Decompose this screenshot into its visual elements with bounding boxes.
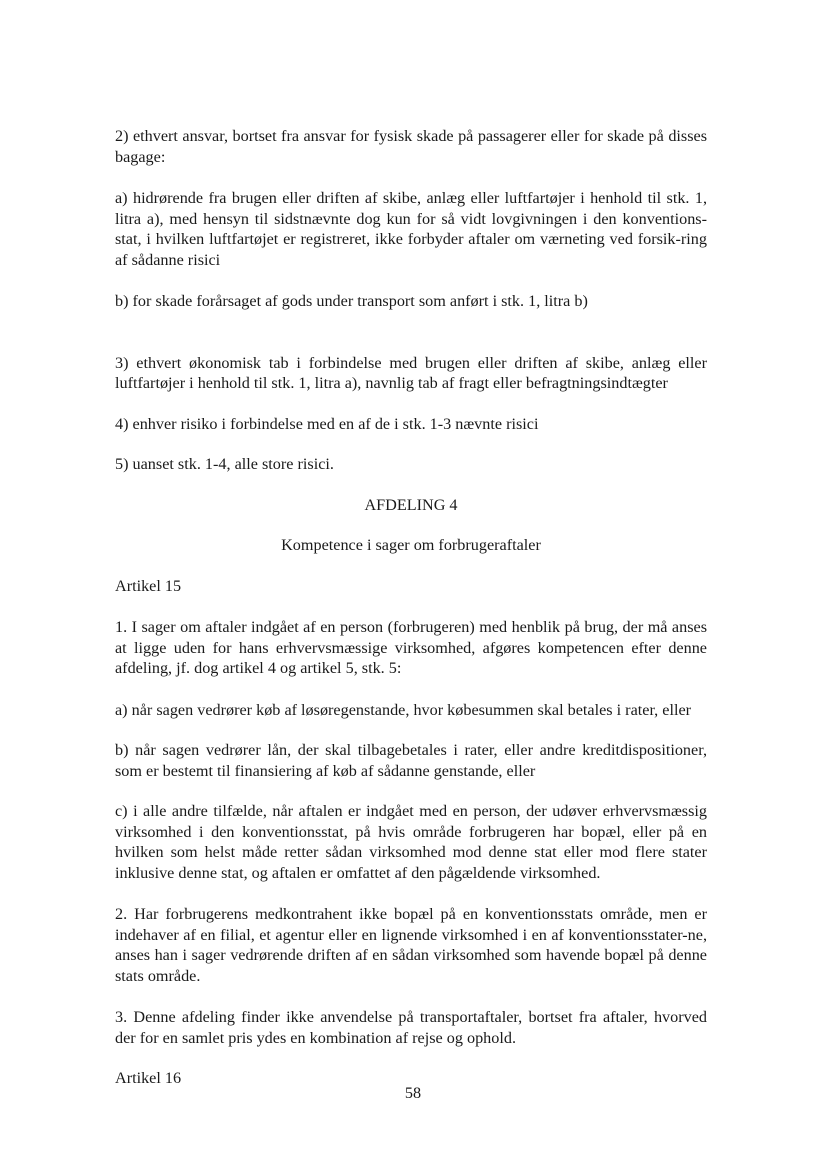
paragraph-2-liability: 2) ethvert ansvar, bortset fra ansvar for fysisk skade på passagerer eller for skade på disses bagage: — [115, 127, 707, 166]
article-15-heading: Artikel 15 — [115, 576, 182, 595]
page-number: 58 — [404, 1084, 422, 1102]
paragraph-4: 4) enhver risiko i forbindelse med en af de i stk. 1-3 nævnte risici — [115, 414, 539, 433]
paragraph-2b: b) for skade forårsaget af gods under transport som anført i stk. 1, litra b) — [115, 292, 588, 310]
article-15-paragraph-2: 2. Har forbrugerens medkontrahent ikke bopæl på en konventionsstats område, men er indehaver af en filial, et agentur eller en lignende virksomhed i en af konventionsstater-ne, anses han i sager vedrørende driften af en sådan virksomhed som havende bopæl på denne stats område. — [115, 905, 707, 985]
article-15-paragraph-1b: b) når sagen vedrører lån, der skal tilbagebetales i rater, eller andre kreditdispositioner, som er bestemt til finansiering af køb af sådanne genstande, eller — [115, 741, 707, 780]
article-15-paragraph-1a: a) når sagen vedrører køb af løsøregenstande, hvor købesummen skal betales i rater, eller — [115, 700, 692, 719]
paragraph-5: 5) uanset stk. 1-4, alle store risici. — [115, 455, 334, 473]
document-body — [115, 126, 707, 1089]
article-15-paragraph-1: 1. I sager om aftaler indgået af en person (forbrugeren) med henblik på brug, der må anses at ligge uden for hans erhvervsmæssige virksomhed, afgøres kompetencen efter denne afdeling, jf. dog artikel 4 og artikel 5, stk. 5: — [115, 618, 707, 677]
section-heading: AFDELING 4 — [364, 495, 458, 514]
article-15-paragraph-1c: c) i alle andre tilfælde, når aftalen er indgået med en person, der udøver erhvervsmæssig virksomhed i den konventionsstat, på hvis område forbrugeren har bopæl, eller på en hvilken som helst måde retter sådan virksomhed mod denne stat eller mod flere stater inklusive denne stat, og aftalen er omfattet af den pågældende virksomhed. — [115, 802, 707, 882]
paragraph-3: 3) ethvert økonomisk tab i forbindelse med brugen eller driften af skibe, anlæg eller luftfartøjer i henhold til stk. 1, litra a), navnlig tab af fragt eller befragtningsindtægter — [115, 353, 707, 392]
article-15-paragraph-3: 3. Denne afdeling finder ikke anvendelse på transportaftaler, bortset fra aftaler, hvorved der for en samlet pris ydes en kombination af rejse og ophold. — [115, 1008, 707, 1047]
section-subheading: Kompetence i sager om forbrugeraftaler — [281, 536, 541, 554]
article-16-heading: Artikel 16 — [115, 1069, 182, 1087]
paragraph-2a: a) hidrørende fra brugen eller driften af skibe, anlæg eller luftfartøjer i henhold til stk. 1, litra a), med hensyn til sidstnævnte dog kun for så vidt lovgivningen i den konventions-stat, i hvilken luftfartøjet er registreret, ikke forbyder aftaler om værneting ved forsik-ring af sådanne risici — [115, 189, 707, 269]
